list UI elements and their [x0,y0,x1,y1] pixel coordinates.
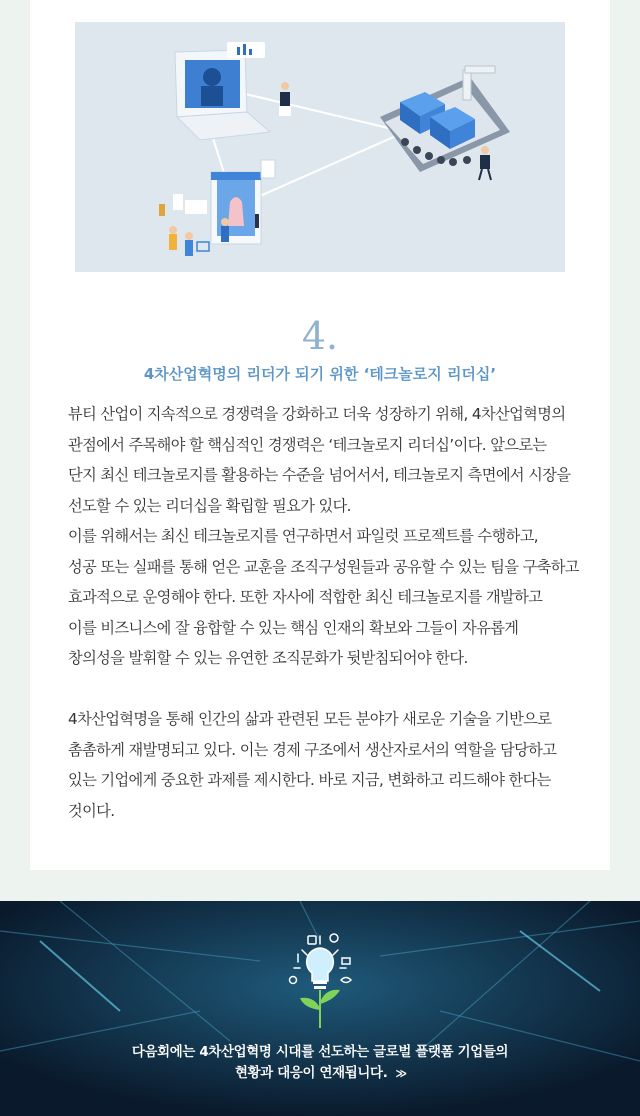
banner-message [0,1042,640,1084]
body-line: 성공 또는 실패를 통해 얻은 교훈을 조직구성원들과 공유할 수 있는 팀을 구축하고 [68,557,579,576]
body-line: 4차산업혁명을 통해 인간의 삶과 관련된 모든 분야가 새로운 기술을 기반으로 [68,710,552,728]
lightbulb-icon [284,928,356,1032]
body-line: 관점에서 주목해야 할 핵심적인 경쟁력은 ‘테크놀로지 리더십’이다. 앞으로는 [68,435,547,454]
article-card [30,0,610,870]
body-line: 효과적으로 운영해야 한다. 또한 자사에 적합한 최신 테크놀로지를 개발하고 [68,588,543,606]
banner-line-2: 현황과 대응이 연재됩니다. [234,1066,388,1081]
conveyor-robot-icon [380,66,510,180]
industry-illustration [75,22,565,272]
body-line: 뷰티 산업이 지속적으로 경쟁력을 강화하고 더욱 성장하기 위해, 4차산업혁명의 [68,405,566,423]
body-line: 창의성을 발휘할 수 있는 유연한 조직문화가 뒷받침되어야 한다. [68,649,468,667]
section-number: 4. [301,314,339,358]
body-line: 단지 최신 테크놀로지를 활용하는 수준을 넘어서서, 테크놀로지 측면에서 시장을 [68,466,571,484]
article-body [68,399,583,826]
illustration-svg [75,22,565,272]
body-line: 것이다. [68,801,115,820]
double-arrow-icon: ≫ [395,1067,405,1080]
body-line: 있는 기업에게 중요한 과제를 제시한다. 바로 지금, 변화하고 리드해야 한다는 [68,771,551,789]
section-heading: 4차산업혁명의 리더가 되기 위한 ‘테크놀로지 리더십’ [143,365,497,383]
body-line: 선도할 수 있는 리더십을 확립할 필요가 있다. [68,496,351,515]
body-line: 촘촘하게 재발명되고 있다. 이는 경제 구조에서 생산자로서의 역할을 담당하고 [68,740,557,759]
banner-line-1: 다음회에는 4차산업혁명 시대를 선도하는 글로벌 플랫폼 기업들의 [131,1045,509,1060]
banner-line-2-wrap [0,1063,640,1084]
body-line: 이를 비즈니스에 잘 융합할 수 있는 핵심 인재의 확보와 그들이 자유롭게 [68,618,519,637]
laptop-video-icon [175,42,291,140]
paragraph-gap [68,674,583,705]
smart-store-icon [159,160,275,256]
body-line: 이를 위해서는 최신 테크놀로지를 연구하면서 파일럿 프로젝트를 수행하고, [68,527,539,545]
next-episode-banner [0,901,640,1116]
